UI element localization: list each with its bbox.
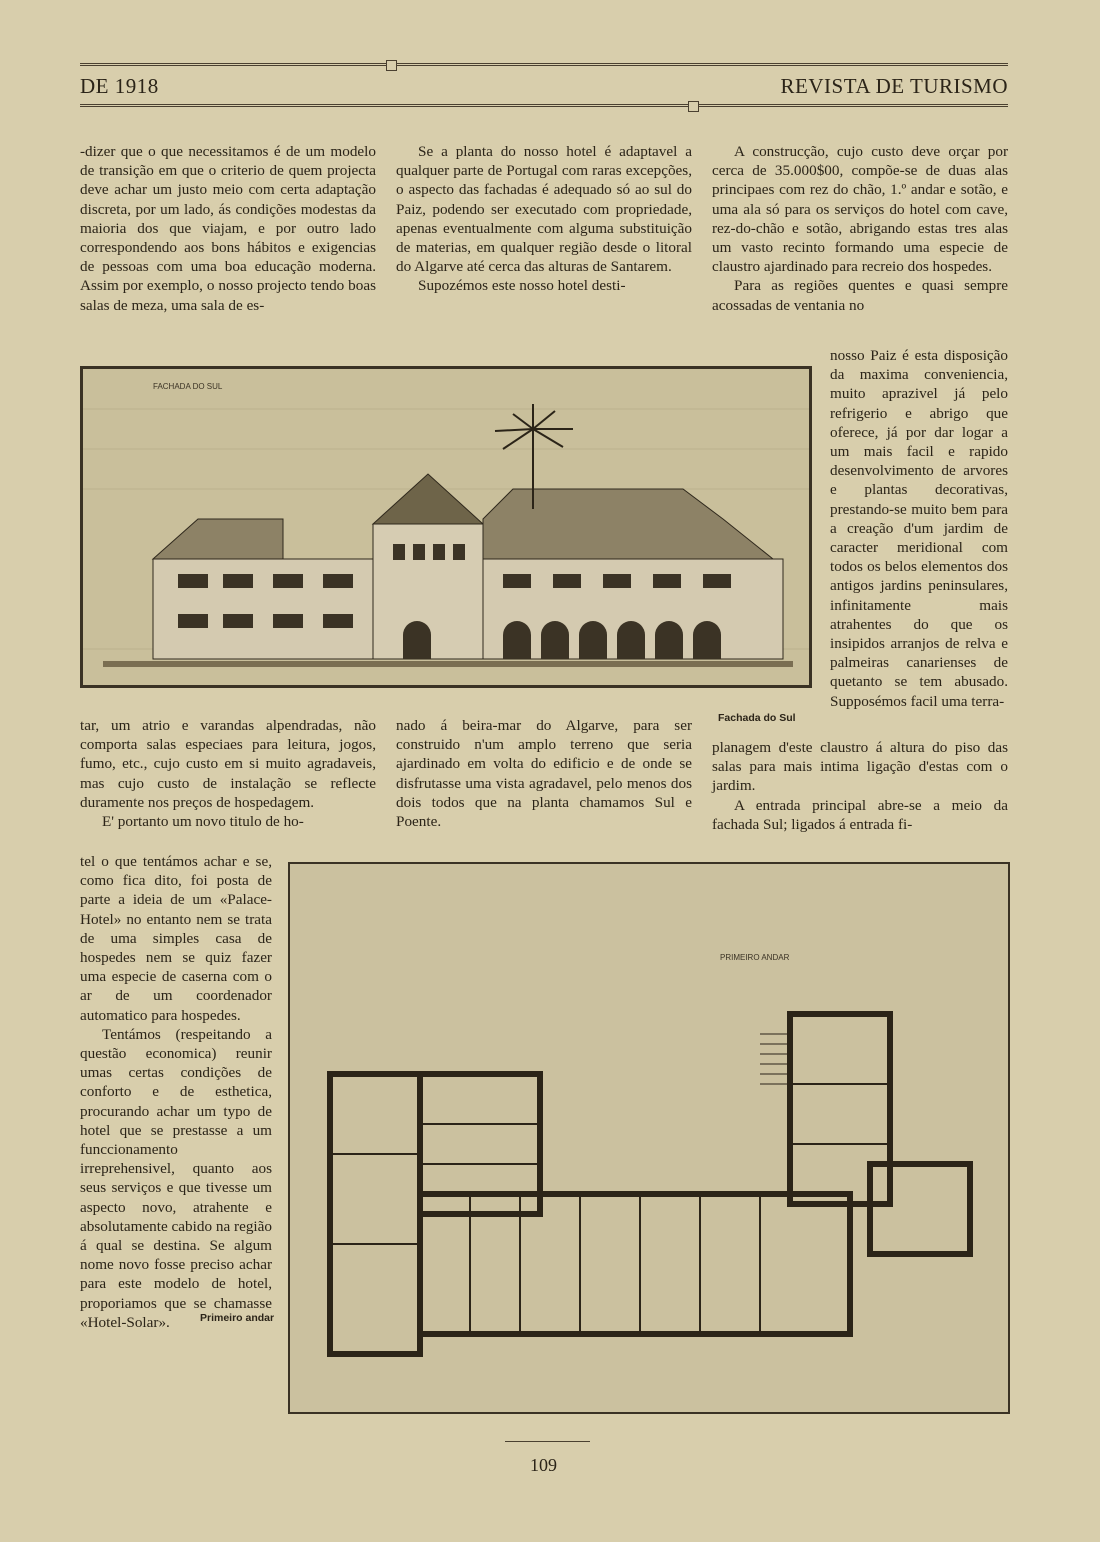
floor-plan-drawing: [290, 864, 1008, 1412]
plan-caption: Primeiro andar: [200, 1312, 275, 1324]
paragraph: Supozémos este nosso hotel desti-: [418, 277, 626, 295]
paragraph: nosso Paiz é esta disposição da maxima conveniencia, muito aprazivel já pelo refrigerio e abrigo que oferece, já por dar logar a um mais facil e rapido desenvolvimento de arvores e plantas decorativas, prestando-se muito bem para a creação d'um jardim de caracter meridional com todos os belos elementos dos antigos jardins peninsulares, infinitamente mais atrahentes do que os insipidos arranjos de relva e palmeiras canarienses de quetanto se tem abusado. Supposémos facil uma terra-: [830, 347, 1008, 710]
column-3-bottom: [712, 738, 1008, 834]
south-facade-illustration: [80, 366, 812, 688]
column-1-bottom: [80, 852, 275, 1332]
paragraph: tel o que tentámos achar e se, como fica dito, foi posta de parte a ideia de um «Palace-Hotel» no entanto nem se trata de uma simples casa de hospedes nem se quiz fazer uma especie de caserna com o ar de um coordenador automatico para hospedes.: [80, 853, 272, 1024]
header-title: REVISTA DE TURISMO: [780, 74, 1008, 98]
column-1-top: [80, 142, 376, 315]
header-rule-top: [80, 63, 1008, 66]
plan-inner-label: PRIMEIRO ANDAR: [720, 953, 790, 962]
header-ornament-top: [386, 60, 397, 71]
facade-inner-label: FACHADA DO SUL: [153, 382, 223, 391]
column-1-middle: [80, 716, 376, 831]
page-number: 109: [530, 1455, 557, 1475]
header-date: DE 1918: [80, 74, 159, 98]
column-2-middle: [396, 716, 692, 831]
column-3-top: [712, 142, 1008, 315]
first-floor-plan: [288, 862, 1010, 1414]
building-drawing: [83, 369, 809, 685]
paragraph: Para as regiões quentes e quasi sempre acossadas de ventania no: [712, 277, 1008, 314]
paragraph: E' portanto um novo titulo de ho-: [102, 813, 304, 831]
paragraph: tar, um atrio e varandas alpendradas, não comporta salas especiaes para leitura, jogos, fumo, etc., cujo custo em si muito agradaveis, mas cujo custo de instalação se reflecte duramente nos preços de hospedagem.: [80, 717, 376, 811]
paragraph: -dizer que o que necessitamos é de um modelo de transição em que o criterio de quem projecta deve achar um justo meio com certa adaptação discreta, por um lado, ás condições modestas da maioria dos que viajam, e por outro lado correspondendo aos bons hábitos e exigencias de pessoas com uma boa educação moderna. Assim por exemplo, o nosso projecto tendo boas salas de meza, uma sala de es-: [80, 143, 376, 314]
column-2-top: [396, 142, 692, 296]
paragraph: planagem d'este claustro á altura do piso das salas para mais intima ligação d'estas com o jardim.: [712, 739, 1008, 795]
paragraph: A construcção, cujo custo deve orçar por cerca de 35.000$00, compõe-se de duas alas principaes com rez do chão, 1.º andar e sotão, e uma ala só para os serviços do hotel com cave, rez-do-chão e sotão, abrigando estas tres alas um vasto recinto formando uma especie de claustro ajardinado para recreio dos hospedes.: [712, 143, 1008, 276]
column-3-wrap: [830, 346, 1008, 711]
paragraph: nado á beira-mar do Algarve, para ser construido n'um amplo terreno que seria ajardinado em volta do edificio e de onde se disfrutasse uma vista agradavel, pelo menos dos dois todos que na planta chamamos Sul e Poente.: [396, 717, 692, 831]
paragraph: A entrada principal abre-se a meio da fachada Sul; ligados á entrada fi-: [712, 796, 1008, 833]
facade-caption: Fachada do Sul: [718, 712, 796, 724]
header-ornament-bottom: [688, 101, 699, 112]
header-rule-bottom: [80, 104, 1008, 107]
paragraph: Se a planta do nosso hotel é adaptavel a qualquer parte de Portugal com raras excepções, o aspecto das fachadas é adequado só ao sul do Paiz, podendo ser executado com propriedade, apenas eventualmente com alguma substituição de materias, em qualquer região desde o litoral do Algarve até cerca das alturas de Santarem.: [396, 143, 692, 276]
paragraph: Tentámos (respeitando a questão economica) reunir umas certas condições de conforto e de esthetica, procurando achar um typo de hotel que se prestasse a um funccionamento irreprehensivel, quanto aos seus serviços e que tivesse um aspecto novo, atrahente e absolutamente cabido na região á qual se destina. Se algum nome novo fosse preciso achar para este modelo de hotel, proporiamos que se chamasse «Hotel-Solar».: [80, 1025, 272, 1331]
footer-rule: [505, 1441, 590, 1442]
